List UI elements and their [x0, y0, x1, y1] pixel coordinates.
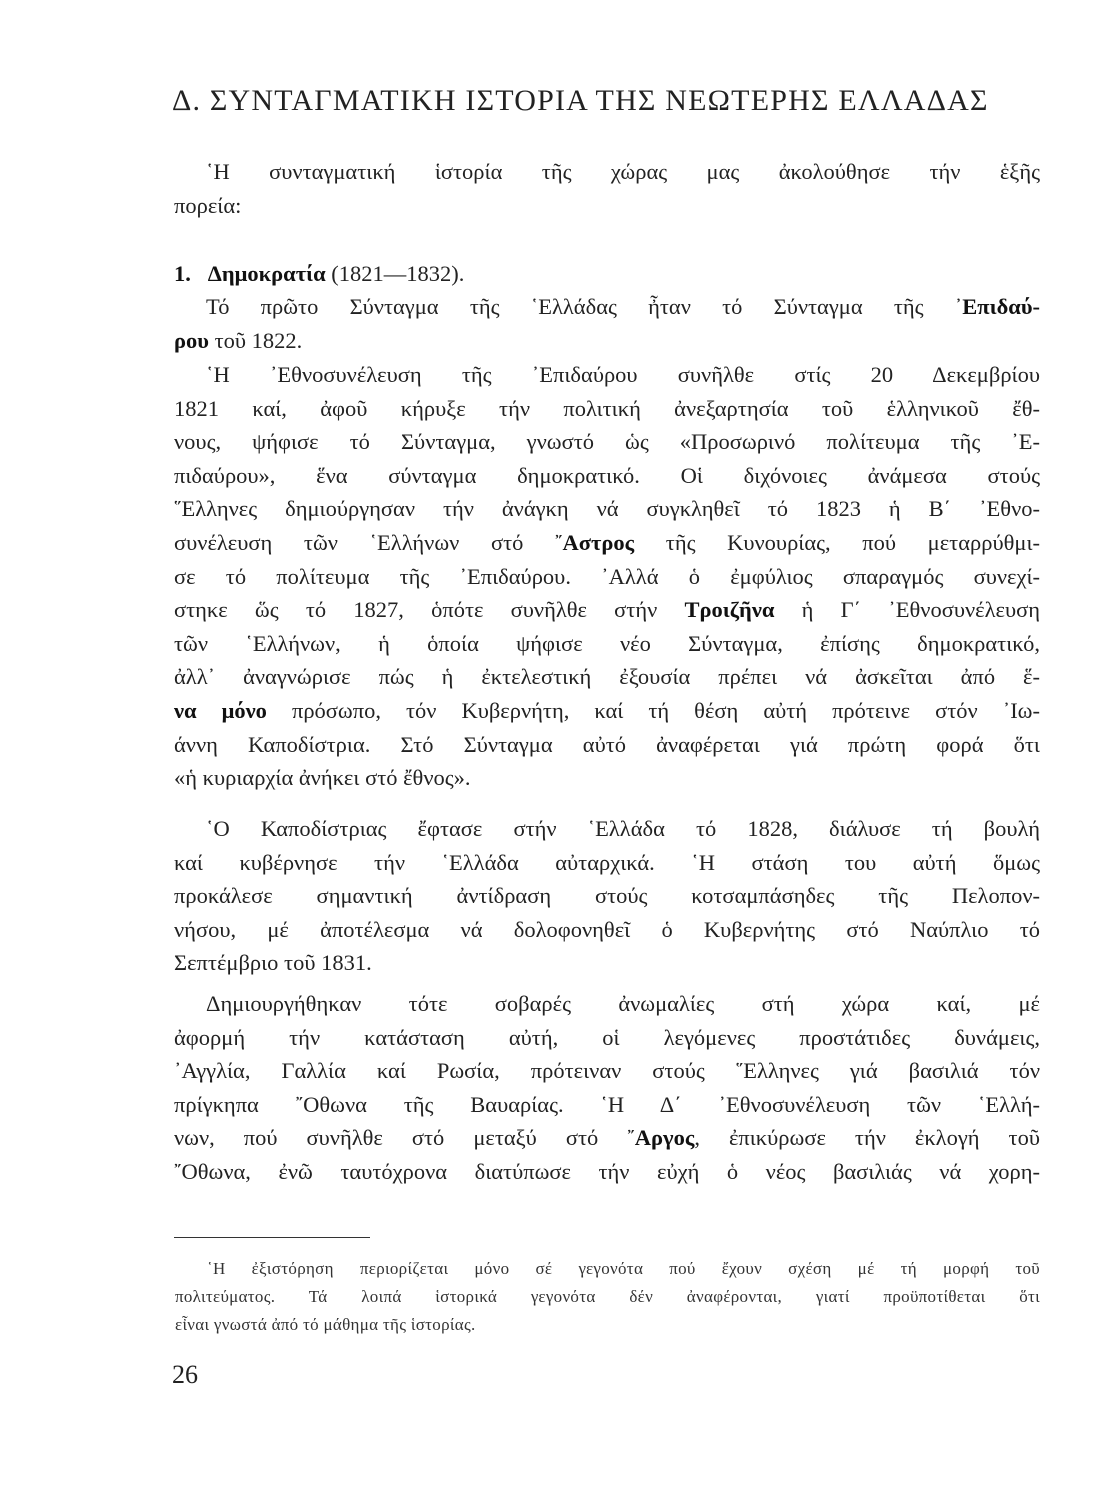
text-line: καί κυβέρνησε τήν ῾Ελλάδα αὐταρχικά. ῾Η στάση του αὐτή ὅμως: [174, 849, 1040, 875]
text-line: ῾Η συνταγματική ἱστορία τῆς χώρας μας ἀκολούθησε τήν ἑξῆς: [206, 159, 1040, 184]
footnote: [175, 1255, 1040, 1339]
text-line: να μόνο πρόσωπο, τόν Κυβερνήτη, καί τή θέση αὐτή πρότεινε στόν ᾿Ιω-: [174, 697, 1040, 723]
footnote-divider: [174, 1237, 370, 1238]
text-line: νων, πού συνῆλθε στό μεταξύ στό ῎Αργος, ἐπικύρωσε τήν ἐκλογή τοῦ: [174, 1125, 1040, 1151]
text-line: ῞Ελληνες δημιούργησαν τήν ἀνάγκη νά συγκληθεῖ τό 1823 ἡ Β΄ ᾿Εθνο-: [174, 496, 1040, 522]
section-years: (1821—1832).: [331, 261, 465, 286]
section-heading-text: Δημοκρατία: [207, 261, 326, 286]
text-line: ἀφορμή τήν κατάσταση αὐτή, οἱ λεγόμενες προστάτιδες δυνάμεις,: [174, 1024, 1040, 1050]
paragraph-1: [174, 290, 1040, 357]
text-line: πιδαύρου», ἕνα σύνταγμα δημοκρατικό. Οἱ διχόνοιες ἀνάμεσα στούς: [174, 462, 1040, 488]
text-line: «ἡ κυριαρχία ἀνήκει στό ἔθνος».: [174, 765, 471, 791]
footnote-line: εἶναι γνωστά ἀπό τό μάθημα τῆς ἱστορίας.: [175, 1315, 476, 1334]
text-line: ῾Η ᾿Εθνοσυνέλευση τῆς ᾿Επιδαύρου συνῆλθε στίς 20 Δεκεμβρίου: [206, 362, 1040, 387]
section-heading: [174, 257, 1040, 291]
text-line: Σεπτέμβριο τοῦ 1831.: [174, 950, 372, 976]
section-number: 1.: [174, 261, 191, 286]
text-line: ρου τοῦ 1822.: [174, 327, 303, 353]
paragraph-3: [174, 812, 1040, 980]
text-line: ῾Ο Καποδίστριας ἔφτασε στήν ῾Ελλάδα τό 1828, διάλυσε τή βουλή: [206, 816, 1040, 841]
footnote-line: πολιτεύματος. Τά λοιπά ἱστορικά γεγονότα δέν ἀναφέρονται, γιατί προϋποτίθεται ὅτι: [175, 1287, 1040, 1306]
footnote-line: ῾Η ἐξιστόρηση περιορίζεται μόνο σέ γεγονότα πού ἔχουν σχέση μέ τή μορφή τοῦ: [207, 1259, 1040, 1278]
intro-paragraph: [174, 155, 1040, 222]
text-line: ᾿Αγγλία, Γαλλία καί Ρωσία, πρότειναν στούς ῞Ελληνες γιά βασιλιά τόν: [174, 1058, 1040, 1084]
text-line: πρίγκηπα ῎Οθωνα τῆς Βαυαρίας. ῾Η Δ΄ ᾿Εθνοσυνέλευση τῶν ῾Ελλή-: [174, 1091, 1040, 1117]
text-line: συνέλευση τῶν ῾Ελλήνων στό ῎Αστρος τῆς Κυνουρίας, πού μεταρρύθμι-: [174, 529, 1040, 555]
paragraph-4: [174, 987, 1040, 1189]
text-line: Δημιουργήθηκαν τότε σοβαρές ἀνωμαλίες στή χώρα καί, μέ: [206, 991, 1040, 1016]
page-number: 26: [172, 1360, 198, 1389]
text-line: 1821 καί, ἀφοῦ κήρυξε τήν πολιτική ἀνεξαρτησία τοῦ ἑλληνικοῦ ἔθ-: [174, 395, 1040, 421]
text-line: ἀλλ᾿ ἀναγνώρισε πώς ἡ ἐκτελεστική ἐξουσία πρέπει νά ἀσκεῖται ἀπό ἕ-: [174, 664, 1040, 690]
text-line: τῶν ῾Ελλήνων, ἡ ὁποία ψήφισε νέο Σύνταγμα, ἐπίσης δημοκρατικό,: [174, 630, 1040, 656]
text-line: ῎Οθωνα, ἐνῶ ταυτόχρονα διατύπωσε τήν εὐχή ὁ νέος βασιλιάς νά χορη-: [174, 1158, 1040, 1184]
text-line: σε τό πολίτευμα τῆς ᾿Επιδαύρου. ᾿Αλλά ὁ ἐμφύλιος σπαραγμός συνεχί-: [174, 563, 1040, 589]
paragraph-2: [174, 358, 1040, 795]
text-line: Τό πρῶτο Σύνταγμα τῆς ῾Ελλάδας ἦταν τό Σύνταγμα τῆς ᾿Επιδαύ-: [206, 294, 1040, 319]
text-line: στηκε ὥς τό 1827, ὁπότε συνῆλθε στήν Τροιζῆνα ἡ Γ΄ ᾿Εθνοσυνέλευση: [174, 597, 1040, 623]
page-title: Δ. ΣΥΝΤΑΓΜΑΤΙΚΗ ΙΣΤΟΡΙΑ ΤΗΣ ΝΕΩΤΕΡΗΣ ΕΛΛΑΔΑΣ: [172, 84, 989, 117]
text-line: νήσου, μέ ἀποτέλεσμα νά δολοφονηθεῖ ὁ Κυβερνήτης στό Ναύπλιο τό: [174, 916, 1040, 942]
text-line: άννη Καποδίστρια. Στό Σύνταγμα αὐτό ἀναφέρεται γιά πρώτη φορά ὅτι: [174, 731, 1040, 757]
text-line: προκάλεσε σημαντική ἀντίδραση στούς κοτσαμπάσηδες τῆς Πελοπον-: [174, 883, 1040, 909]
text-line: πορεία:: [174, 192, 242, 218]
text-line: νους, ψήφισε τό Σύνταγμα, γνωστό ὡς «Προσωρινό πολίτευμα τῆς ᾿Ε-: [174, 429, 1040, 455]
